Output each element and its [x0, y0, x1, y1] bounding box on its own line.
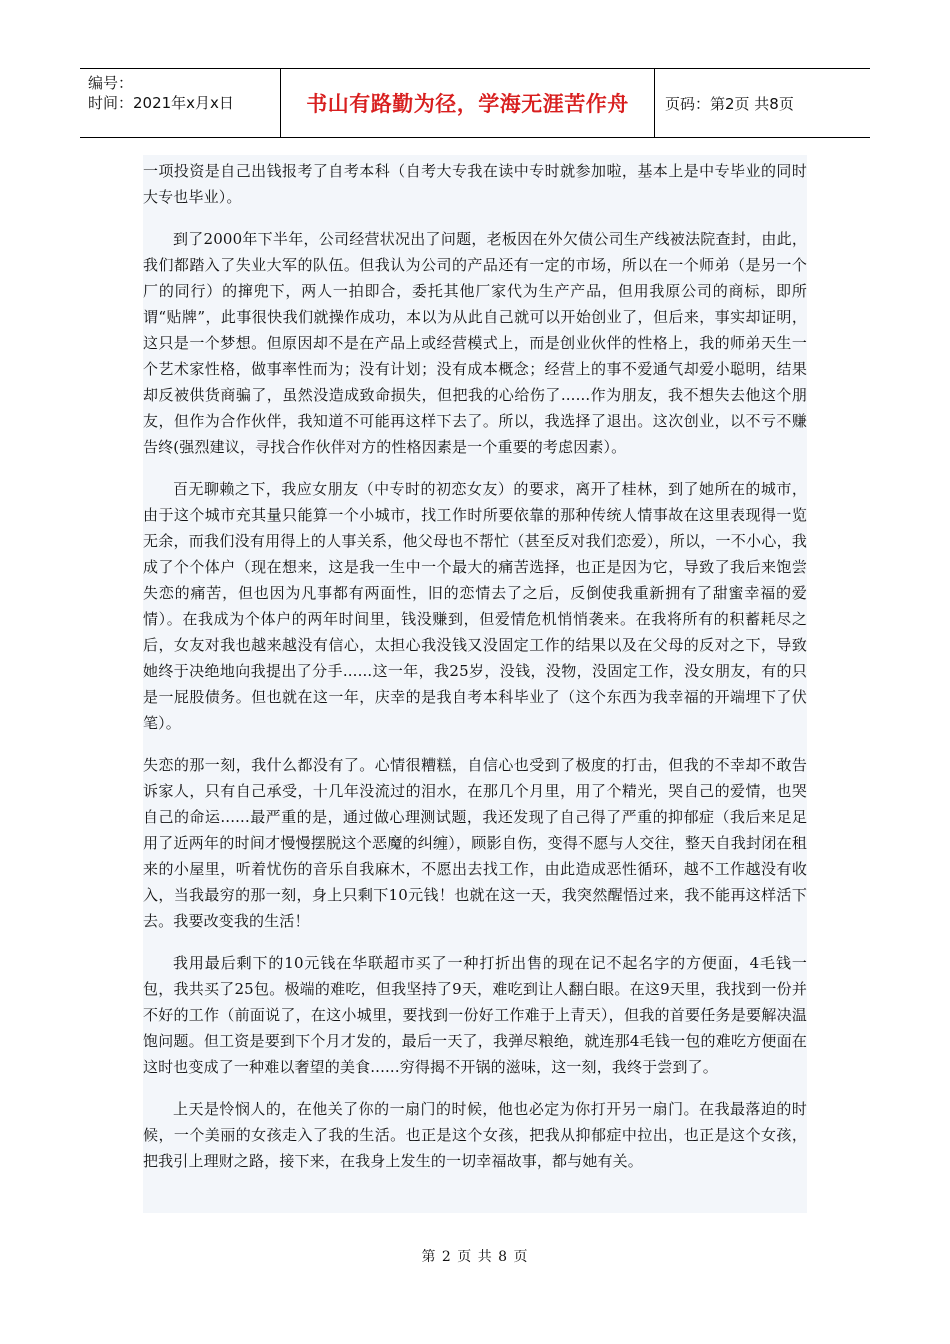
- paragraph-5: 我用最后剩下的10元钱在华联超市买了一种打折出售的现在记不起名字的方便面，4毛钱一包，我共买了25包。极端的难吃，但我坚持了9天，难吃到让人翻白眼。在这9天里，我找到一份并不好的工作（前面说了，在这小城里，要找到一份好工作难于上青天），但我的首要任务是要解决温饱问题。但工资是要到下个月才发的，最后一天了，我弹尽粮绝，就连那4毛钱一包的难吃方便面在这时也变成了一种难以奢望的美食......穷得揭不开锅的滋味，这一刻，我终于尝到了。: [143, 954, 807, 1076]
- page-footer: 第 2 页 共 8 页: [421, 1249, 529, 1265]
- page-header: [80, 68, 870, 138]
- header-motto: 书山有路勤为径，学海无涯苦作舟: [281, 69, 655, 137]
- doc-date-label: 时间：2021年x月x日: [88, 94, 234, 112]
- paragraph-6: 上天是怜悯人的，在他关了你的一扇门的时候，他也必定为你打开另一扇门。在我最落迫的时候，一个美丽的女孩走入了我的生活。也正是这个女孩，把我从抑郁症中拉出，也正是这个女孩，把我引上理财之路，接下来，在我身上发生的一切幸福故事，都与她有关。: [143, 1100, 807, 1170]
- header-page-info: 页码：第2页 共8页: [665, 94, 794, 113]
- header-meta-cell: [80, 69, 281, 137]
- doc-number-label: 编号：: [88, 74, 134, 92]
- paragraph-4: 失恋的那一刻，我什么都没有了。心情很糟糕，自信心也受到了极度的打击，但我的不幸却不敢告诉家人，只有自己承受，十几年没流过的泪水，在那几个月里，用了个精光，哭自己的爱情，也哭自己的命运......最严重的是，通过做心理测试题，我还发现了自己得了严重的抑郁症（我后来足足用了近两年的时间才慢慢摆脱这个恶魔的纠缠），顾影自伤，变得不愿与人交往，整天自我封闭在租来的小屋里，听着忧伤的音乐自我麻木，不愿出去找工作，由此造成恶性循环，越不工作越没有收入，当我最穷的那一刻，身上只剩下10元钱！也就在这一天，我突然醒悟过来，我不能再这样活下去。我要改变我的生活！: [143, 756, 807, 930]
- paragraph-2: 到了2000年下半年，公司经营状况出了问题，老板因在外欠债公司生产线被法院查封，由此，我们都踏入了失业大军的队伍。但我认为公司的产品还有一定的市场，所以在一个师弟（是另一个厂的同行）的撺兜下，两人一拍即合，委托其他厂家代为生产产品，但用我原公司的商标，即所谓“贴牌”，此事很快我们就操作成功，本以为从此自己就可以开始创业了，但后来，事实却证明，这只是一个梦想。但原因却不是在产品上或经营模式上，而是创业伙伴的性格上，我的师弟天生一个艺术家性格，做事率性而为；没有计划；没有成本概念；经营上的事不爱通气却爱小聪明，结果却反被供货商骗了，虽然没造成致命损失，但把我的心给伤了......作为朋友，我不想失去他这个朋友，但作为合作伙伴，我知道不可能再这样下去了。所以，我选择了退出。这次创业，以不亏不赚告终(强烈建议，寻找合作伙伴对方的性格因素是一个重要的考虑因素）。: [143, 230, 807, 456]
- article-body: [143, 155, 807, 1213]
- paragraph-1: 一项投资是自己出钱报考了自考本科（自考大专我在读中专时就参加啦，基本上是中专毕业的同时大专也毕业）。: [143, 162, 807, 206]
- paragraph-3: 百无聊赖之下，我应女朋友（中专时的初恋女友）的要求，离开了桂林，到了她所在的城市，由于这个城市充其量只能算一个小城市，找工作时所要依靠的那种传统人情事故在这里表现得一览无余，而我们没有用得上的人事关系，他父母也不帮忙（甚至反对我们恋爱），所以，一不小心，我成了个个体户（现在想来，这是我一生中一个最大的痛苦选择，也正是因为它，导致了我后来饱尝失恋的痛苦，但也因为凡事都有两面性，旧的恋情去了之后，反倒使我重新拥有了甜蜜幸福的爱情）。在我成为个体户的两年时间里，钱没赚到，但爱情危机悄悄袭来。在我将所有的积蓄耗尽之后，女友对我也越来越没有信心，太担心我没钱又没固定工作的结果以及在父母的反对之下，导致她终于决绝地向我提出了分手......这一年，我25岁，没钱，没物，没固定工作，没女朋友，有的只是一屁股债务。但也就在这一年，庆幸的是我自考本科毕业了（这个东西为我幸福的开端埋下了伏笔）。: [143, 480, 807, 732]
